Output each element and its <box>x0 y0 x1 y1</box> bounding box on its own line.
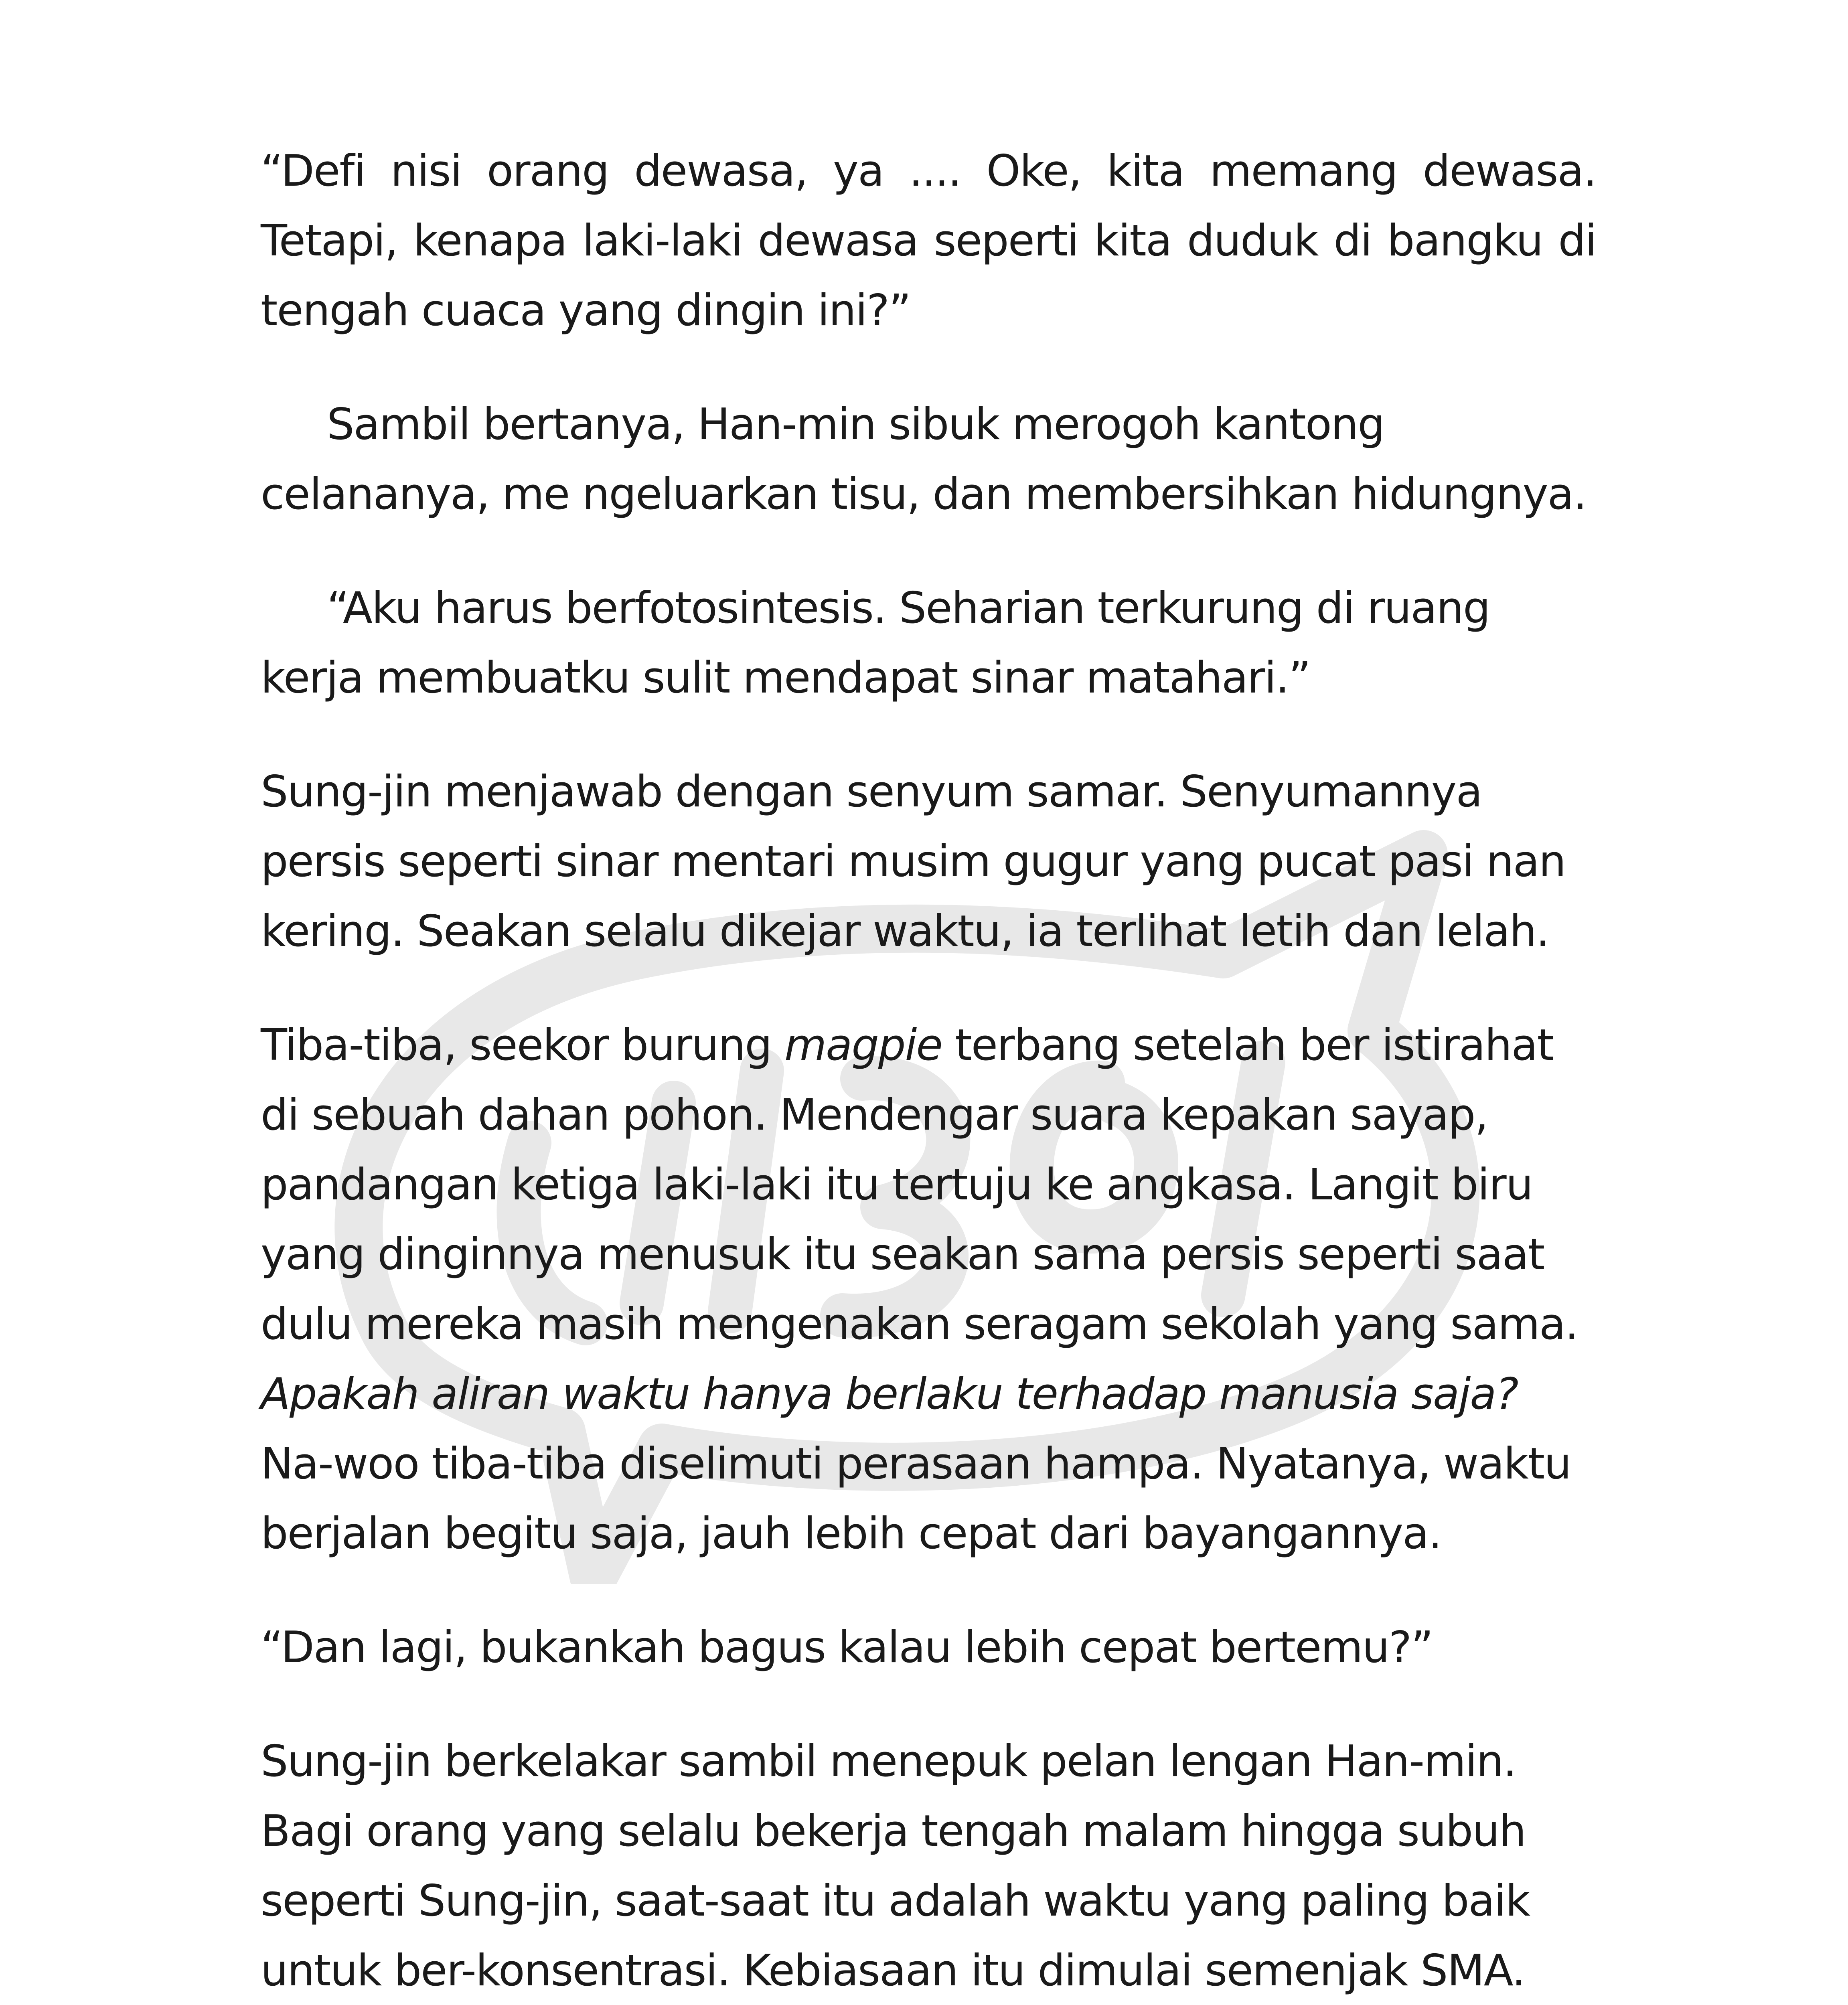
paragraph-5-italic-question: Apakah aliran waktu hanya berlaku terhadap manusia saja? <box>261 1369 1518 1419</box>
paragraph-1: “Defi nisi orang dewasa, ya .... Oke, kita memang dewasa. Tetapi, kenapa laki-laki dewasa seperti kita duduk di bangku di tengah cuaca yang dingin ini?” <box>261 146 1596 336</box>
paragraph-4: Sung-jin menjawab dengan senyum samar. Senyumannya persis seperti sinar mentari musim gugur yang pucat pasi nan kering. Seakan selalu dikejar waktu, ia terlihat letih dan lelah. <box>261 767 1566 956</box>
main-text <box>261 136 1596 2005</box>
paragraph-5 <box>261 1011 1596 1569</box>
paragraph-5-italic-magpie: magpie <box>784 1020 942 1070</box>
paragraph-5-part-e: Na-woo tiba-tiba diselimuti perasaan hampa. Nyatanya, waktu berjalan begitu saja, jauh lebih cepat dari bayangannya. <box>261 1439 1571 1559</box>
paragraph-5-part-c: terbang setelah ber istirahat di sebuah dahan pohon. Mendengar suara kepakan sayap, pandangan ketiga laki-laki itu tertuju ke angkasa. Langit biru yang dinginnya menusuk itu seakan sama persis seperti saat dulu mereka masih mengenakan seragam sekolah yang sama. <box>261 1020 1578 1349</box>
paragraph-5-part-a: Tiba-tiba, seekor burung <box>261 1020 784 1070</box>
paragraph-3: “Aku harus berfotosintesis. Seharian terkurung di ruang kerja membuatku sulit mendapat sinar matahari.” <box>261 583 1490 703</box>
paragraph-7: Sung-jin berkelakar sambil menepuk pelan lengan Han-min. Bagi orang yang selalu bekerja tengah malam hingga subuh seperti Sung-jin, saat-saat itu adalah waktu yang paling baik untuk ber-konsentrasi. Kebiasaan itu dimulai semenjak SMA. <box>261 1736 1530 1996</box>
paragraph-2: Sambil bertanya, Han-min sibuk merogoh kantong celananya, me ngeluarkan tisu, dan membersihkan hidungnya. <box>261 399 1587 519</box>
paragraph-6: “Dan lagi, bukankah bagus kalau lebih cepat bertemu?” <box>261 1622 1433 1673</box>
